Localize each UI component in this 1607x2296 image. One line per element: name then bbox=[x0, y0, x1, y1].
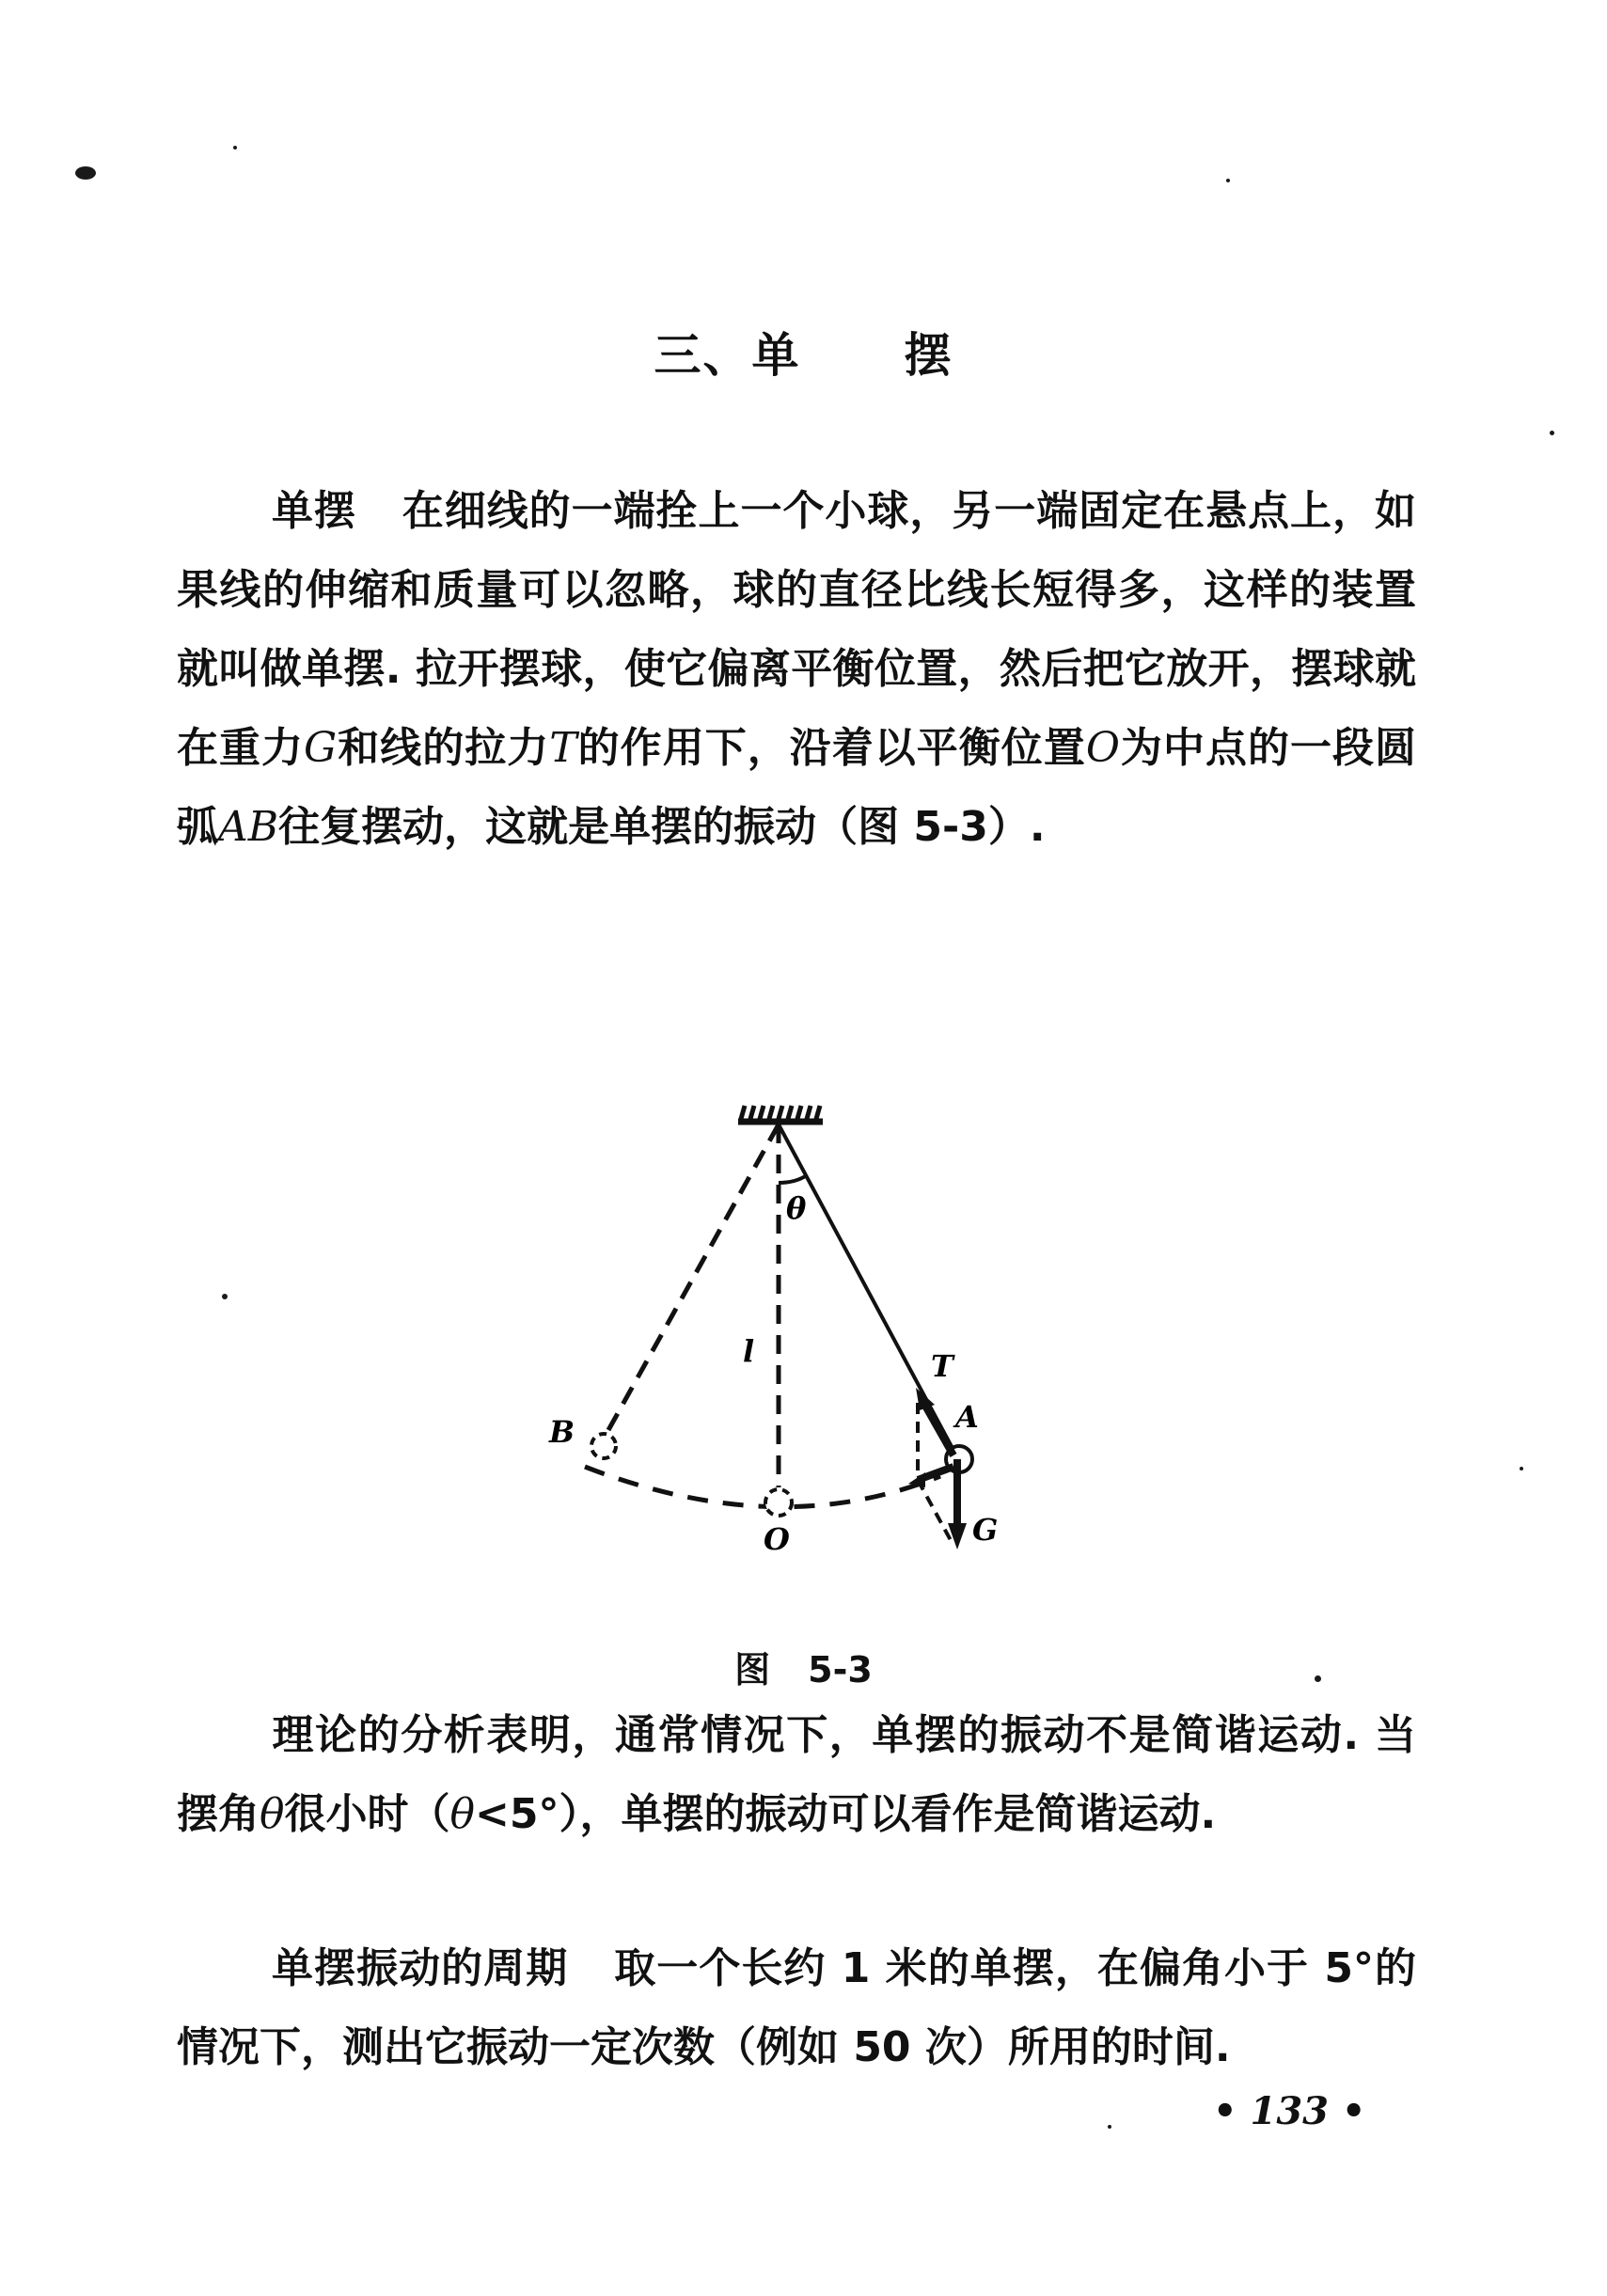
ball-position-o bbox=[765, 1489, 792, 1516]
symbol-t: T bbox=[549, 724, 577, 772]
figure-caption bbox=[0, 1641, 1607, 1692]
caption-prefix: 图 bbox=[734, 1649, 771, 1691]
section-title-char-2: 摆 bbox=[904, 328, 953, 383]
label-gravity: G bbox=[972, 1512, 999, 1548]
symbol-theta: θ bbox=[449, 1790, 475, 1838]
ceiling-support-icon bbox=[738, 1106, 823, 1122]
scan-speck bbox=[1226, 179, 1230, 182]
paragraph-definition: 单摆 在细线的一端拴上一个小球，另一端固定在悬点上，如果线的伸缩和质量可以忽略，球的直径比线长短得多，这样的装置就叫做单摆. 拉开摆球，使它偏离平衡位置，然后把它放开，摆球就在重力G和线的拉力T的作用下，沿着以平衡位置O为中点的一段圆弧AB往复摆动，这就是单摆的振动（图 5-3）. bbox=[177, 487, 1417, 851]
page-number: • 133 • bbox=[1213, 2089, 1366, 2133]
scan-speck bbox=[1550, 431, 1554, 435]
paragraph-period: 单摆振动的周期 取一个长约 1 米的单摆，在偏角小于 5°的情况下，测出它振动一定次数（例如 50 次）所用的时间. bbox=[177, 1944, 1416, 2071]
symbol-theta: θ bbox=[260, 1790, 285, 1838]
arc-path-ab bbox=[585, 1467, 940, 1507]
symbol-ab: AB bbox=[218, 803, 279, 851]
label-point-o: O bbox=[764, 1521, 790, 1557]
term-simple-pendulum: 单摆 bbox=[271, 487, 356, 535]
construction-line-diagonal bbox=[918, 1480, 952, 1542]
symbol-o: O bbox=[1085, 724, 1120, 772]
symbol-g: G bbox=[304, 724, 338, 772]
paragraph-shm-analysis: 理论的分析表明，通常情况下，单摆的振动不是简谐运动. 当摆角θ很小时（θ<5°），单摆的振动可以看作是简谐运动. bbox=[177, 1711, 1416, 1838]
label-theta: θ bbox=[786, 1190, 807, 1226]
label-length: l bbox=[743, 1333, 755, 1369]
section-number: 三、 bbox=[654, 328, 752, 383]
scan-speck bbox=[1108, 2125, 1111, 2129]
label-tension: T bbox=[931, 1348, 953, 1384]
label-point-a: A bbox=[955, 1399, 979, 1435]
pendulum-diagram bbox=[527, 1091, 1091, 1580]
ball-position-b bbox=[591, 1434, 616, 1458]
string-position-b bbox=[604, 1124, 779, 1439]
angle-theta-arc bbox=[779, 1175, 807, 1183]
scan-speck bbox=[75, 166, 96, 180]
label-point-b: B bbox=[549, 1414, 575, 1450]
term-period: 单摆振动的周期 bbox=[271, 1944, 569, 1992]
section-title bbox=[0, 318, 1607, 385]
scan-speck bbox=[222, 1294, 228, 1299]
scan-speck bbox=[1520, 1467, 1523, 1470]
caption-number: 5-3 bbox=[808, 1649, 873, 1691]
scan-speck bbox=[233, 146, 237, 149]
section-title-char-1: 单 bbox=[751, 328, 801, 383]
